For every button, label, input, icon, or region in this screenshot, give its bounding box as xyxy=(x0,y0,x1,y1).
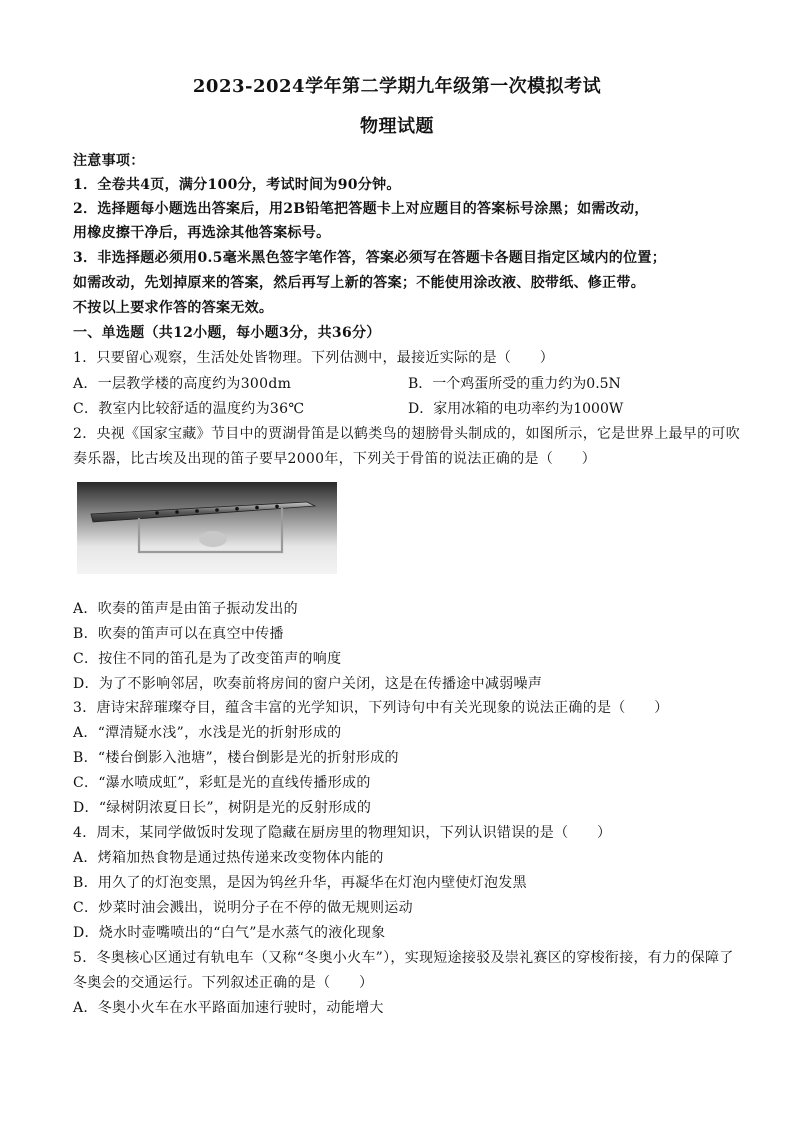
notes-heading: 注意事项： xyxy=(73,153,145,169)
note-line: 不按以上要求作答的答案无效。 xyxy=(73,300,274,316)
question-4-option-b: B．用久了的灯泡变黑，是因为钨丝升华，再凝华在灯泡内壁使灯泡发黑 xyxy=(73,875,527,891)
note-line: 如需改动，先划掉原来的答案，然后再写上新的答案；不能使用涂改液、胶带纸、修正带。 xyxy=(73,275,645,291)
question-3-stem: 3．唐诗宋辞璀璨夺目，蕴含丰富的光学知识，下列诗句中有关光现象的说法正确的是（ ） xyxy=(73,700,669,716)
question-1-option-c: C．教室内比较舒适的温度约为36℃ xyxy=(73,401,305,417)
bone-flute-photo xyxy=(77,482,337,574)
question-2-stem-cont: 奏乐器，比古埃及出现的笛子要早2000年，下列关于骨笛的说法正确的是（ ） xyxy=(73,451,597,467)
note-line: 2．选择题每小题选出答案后，用2B铅笔把答题卡上对应题目的答案标号涂黑；如需改动， xyxy=(73,201,649,217)
question-5-option-a: A．冬奥小火车在水平路面加速行驶时，动能增大 xyxy=(73,1000,384,1016)
question-3-option-d: D．“绿树阴浓夏日长”，树阴是光的反射形成的 xyxy=(73,800,372,816)
question-2-option-c: C．按住不同的笛孔是为了改变笛声的响度 xyxy=(73,651,342,667)
note-line: 1．全卷共4页，满分100分，考试时间为90分钟。 xyxy=(73,177,401,193)
question-5-stem: 5．冬奥核心区通过有轨电车（又称“冬奥小火车”），实现短途接驳及崇礼赛区的穿梭衔接，有力的保障了 xyxy=(73,950,734,966)
question-3-option-b: B．“楼台倒影入池塘”，楼台倒影是光的折射形成的 xyxy=(73,750,399,766)
section-heading: 一、单选题（共12小题，每小题3分，共36分） xyxy=(73,325,381,341)
question-3-option-a: A．“潭清疑水浅”，水浅是光的折射形成的 xyxy=(73,725,342,741)
note-line: 用橡皮擦干净后，再选涂其他答案标号。 xyxy=(73,225,331,241)
exam-title: 2023-2024学年第二学期九年级第一次模拟考试 xyxy=(192,76,602,97)
note-line: 3．非选择题必须用0.5毫米黑色签字笔作答，答案必须写在答题卡各题目指定区域内的位置； xyxy=(73,250,666,266)
question-2-option-d: D．为了不影响邻居，吹奏前将房间的窗户关闭，这是在传播途中减弱噪声 xyxy=(73,676,543,692)
question-2-stem: 2．央视《国家宝藏》节目中的贾湖骨笛是以鹤类鸟的翅膀骨头制成的，如图所示，它是世界上最早的可吹 xyxy=(73,426,741,442)
question-2-option-a: A．吹奏的笛声是由笛子振动发出的 xyxy=(73,601,298,617)
question-1-option-a: A．一层教学楼的高度约为300dm xyxy=(73,376,292,392)
question-2-option-b: B．吹奏的笛声可以在真空中传播 xyxy=(73,626,284,642)
question-3-option-c: C．“瀑水喷成虹”，彩虹是光的直线传播形成的 xyxy=(73,775,371,791)
question-4-option-a: A．烤箱加热食物是通过热传递来改变物体内能的 xyxy=(73,850,384,866)
question-1-stem: 1．只要留心观察，生活处处皆物理。下列估测中，最接近实际的是（ ） xyxy=(73,350,555,366)
question-5-stem-cont: 冬奥会的交通运行。下列叙述正确的是（ ） xyxy=(73,975,374,991)
question-1-option-b: B．一个鸡蛋所受的重力约为0.5N xyxy=(408,376,621,392)
question-4-option-c: C．炒菜时油会溅出，说明分子在不停的做无规则运动 xyxy=(73,900,413,916)
question-4-stem: 4．周末，某同学做饭时发现了隐藏在厨房里的物理知识，下列认识错误的是（ ） xyxy=(73,825,612,841)
subject-title: 物理试题 xyxy=(360,116,434,137)
question-4-option-d: D．烧水时壶嘴喷出的“白气”是水蒸气的液化现象 xyxy=(73,925,386,941)
question-1-option-d: D．家用冰箱的电功率约为1000W xyxy=(408,401,624,417)
